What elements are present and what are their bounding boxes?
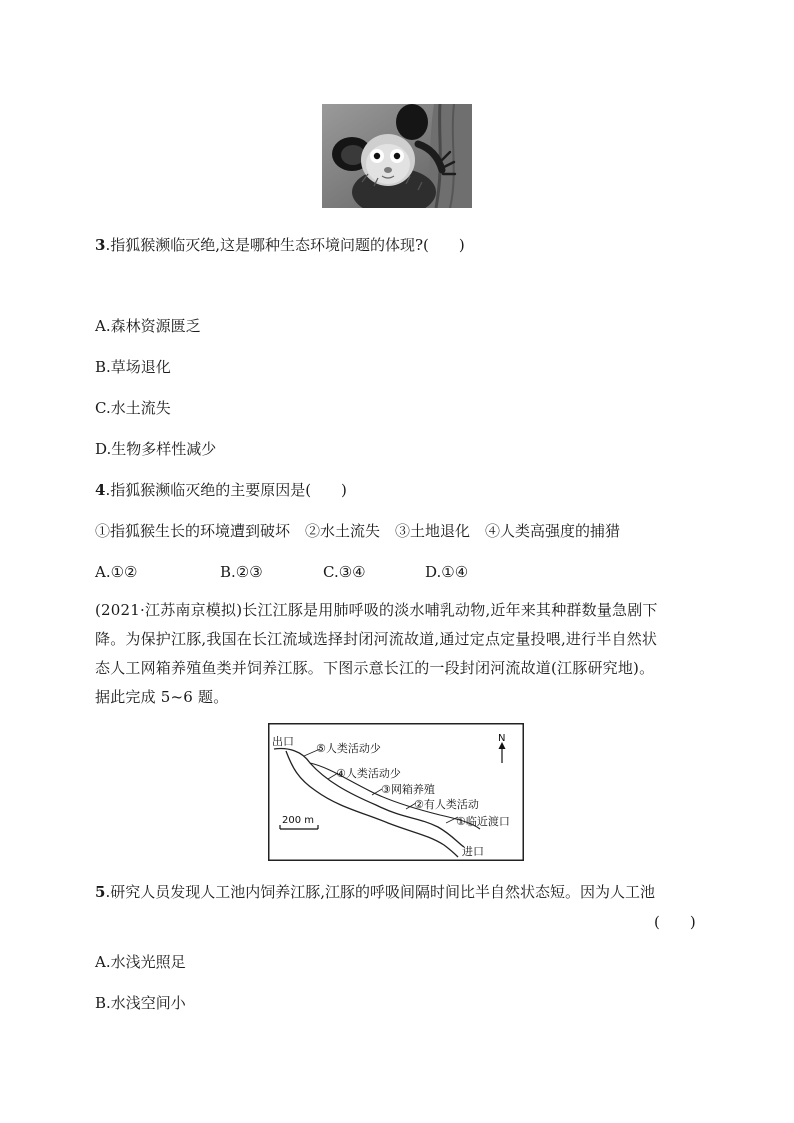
- scale-label: 200 m: [282, 815, 315, 826]
- question-number: 3: [95, 236, 106, 254]
- passage-line: 态人工网箱养殖鱼类并饲养江豚。下图示意长江的一段封闭河流故道(江豚研究地)。: [95, 659, 655, 677]
- question-text: .指狐猴濒临灭绝的主要原因是( ): [105, 481, 347, 499]
- question-4-option-c: C.③④: [323, 563, 366, 581]
- map-site-3: ③网箱养殖: [381, 783, 435, 796]
- aye-aye-photo: [322, 104, 472, 208]
- question-3-option-b: B.草场退化: [95, 358, 171, 376]
- question-5-stem: [95, 882, 655, 902]
- question-4-option-b: B.②③: [220, 563, 263, 581]
- question-text: .研究人员发现人工池内饲养江豚,江豚的呼吸间隔时间比半自然状态短。因为人工池: [105, 883, 655, 901]
- question-3-stem: [95, 235, 465, 255]
- passage-line: (2021·江苏南京模拟)长江江豚是用肺呼吸的淡水哺乳动物,近年来其种群数量急剧下: [95, 601, 658, 619]
- map-site-4: ④人类活动少: [336, 767, 401, 780]
- question-4-option-a: A.①②: [95, 563, 138, 581]
- map-site-1: ①临近渡口: [456, 815, 510, 828]
- question-number: 5: [95, 883, 106, 901]
- question-3-option-a: A.森林资源匮乏: [95, 317, 201, 335]
- question-4-stem: [95, 480, 347, 500]
- question-3-option-d: D.生物多样性减少: [95, 440, 217, 458]
- question-4-option-d: D.①④: [425, 563, 469, 581]
- passage-line: 据此完成 5~6 题。: [95, 688, 229, 706]
- reading-passage: [95, 596, 705, 712]
- north-label: N: [498, 733, 506, 744]
- map-exit-label: 出口: [272, 735, 294, 748]
- question-3-option-c: C.水土流失: [95, 399, 171, 417]
- map-entrance-label: 进口: [462, 845, 484, 858]
- question-5-option-b: B.水浅空间小: [95, 994, 186, 1012]
- river-map: [268, 723, 524, 861]
- map-site-2: ②有人类活动: [414, 798, 479, 811]
- question-4-items: ①指狐猴生长的环境遭到破坏 ②水土流失 ③土地退化 ④人类高强度的捕猎: [95, 522, 621, 540]
- question-5-option-a: A.水浅光照足: [95, 953, 186, 971]
- map-site-5: ⑤人类活动少: [316, 742, 381, 755]
- passage-line: 降。为保护江豚,我国在长江流域选择封闭河流故道,通过定点定量投喂,进行半自然状: [95, 630, 658, 648]
- answer-parentheses: ( ): [654, 913, 696, 931]
- question-text: .指狐猴濒临灭绝,这是哪种生态环境问题的体现?( ): [105, 236, 465, 254]
- question-number: 4: [95, 481, 106, 499]
